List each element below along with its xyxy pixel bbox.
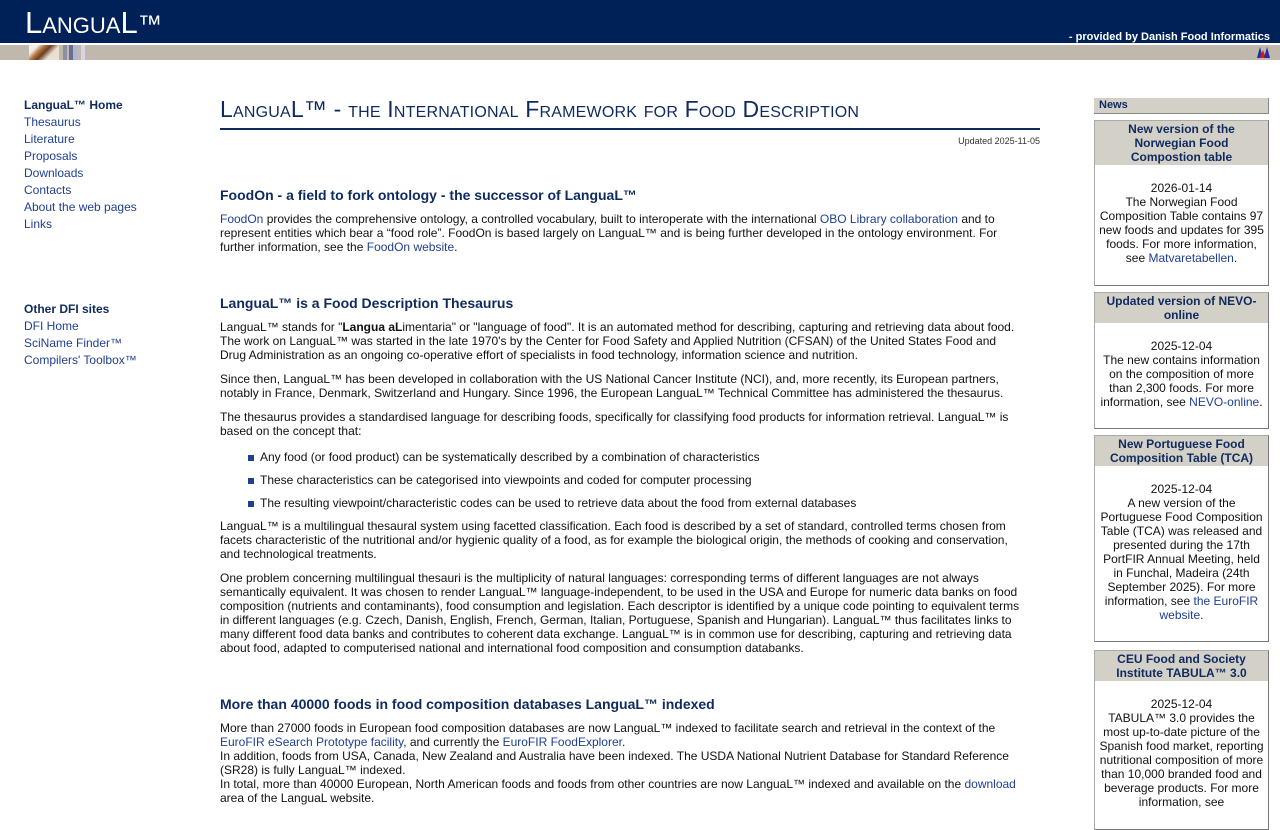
news-date: 2025-12-04 xyxy=(1150,482,1213,496)
other-sites-heading: Other DFI sites xyxy=(24,302,110,316)
text: area of the LanguaL website. xyxy=(220,791,375,805)
obo-library-link[interactable]: OBO Library collaboration xyxy=(819,212,958,226)
list-item xyxy=(248,473,1040,487)
food-photo-icon xyxy=(29,45,59,60)
text: . xyxy=(454,240,458,254)
text: The resulting viewpoint/characteristic codes can be used to retrieve data about the food from external databases xyxy=(260,496,857,510)
site-logo[interactable] xyxy=(25,4,162,42)
indexed-heading: More than 40000 foods in food composition databases LanguaL™ indexed xyxy=(220,696,715,712)
dfi-logo-icon[interactable] xyxy=(1257,47,1270,58)
news-panel xyxy=(1094,98,1269,830)
news-body xyxy=(1095,681,1268,829)
thesaurus-paragraph-5: One problem concerning multilingual thesauri is the multiplicity of natural languages: corresponding terms of different languages are not always semantically equivalent. It was chosen to render LanguaL™ language-independent, to be used in the USA and Europe for numeric data banks on food composition (nutrients and contaminants), food consumption and legislation. Each descriptor is identified by a unique code pointing to equivalent terms in different languages (e.g. Czech, Danish, English, French, German, Italian, Portuguese, Spanish and Hungarian). LanguaL™ thus facilitates links to many different food data banks and contributes to coherent data exchange. LanguaL™ is in common use for describing, capturing and retrieving data about food, adapted to computerised national and international food composition and consumption databanks. xyxy=(220,571,1020,655)
text: These characteristics can be categorised into viewpoints and coded for computer processing xyxy=(260,473,752,487)
news-header: News xyxy=(1094,98,1269,114)
nav-item-thesaurus[interactable]: Thesaurus xyxy=(24,115,81,129)
thesaurus-paragraph-4: LanguaL™ is a multilingual thesaural system using facetted classification. Each food is described by a set of standard, controlled terms chosen from facets characteristic of the nutritional and/or hygienic quality of a food, as for example the biological origin, the methods of cooking and conservation, and technological treatments. xyxy=(220,519,1008,561)
news-date: 2026-01-14 xyxy=(1150,181,1213,195)
concept-list xyxy=(248,450,1040,510)
news-title[interactable] xyxy=(1095,651,1268,681)
nav-item-compilers-toolbox[interactable]: Compilers' Toolbox™ xyxy=(24,353,137,367)
thesaurus-heading: LanguaL™ is a Food Description Thesaurus xyxy=(220,295,514,311)
news-title[interactable] xyxy=(1095,121,1268,165)
news-date: 2025-12-04 xyxy=(1150,339,1213,353)
text: . xyxy=(1200,608,1204,622)
news-body xyxy=(1095,165,1268,285)
pixel-pattern-icon xyxy=(63,45,87,60)
foodon-website-link[interactable]: FoodOn website xyxy=(366,240,455,254)
news-title[interactable] xyxy=(1095,436,1268,466)
nav-item-sciname-finder[interactable]: SciName Finder™ xyxy=(24,336,123,350)
nav-item-about[interactable]: About the web pages xyxy=(24,200,137,214)
site-header xyxy=(0,0,1280,43)
left-navigation xyxy=(24,97,204,369)
eurofir-foodexplorer-link[interactable]: EuroFIR FoodExplorer xyxy=(502,735,622,749)
text: provides the comprehensive ontology, a controlled vocabulary, built to interoperate with the international xyxy=(263,212,820,226)
text: More than 27000 foods in European food composition databases are now LanguaL™ indexed to facilitate search and retrieval in the context of the xyxy=(220,721,996,735)
thesaurus-paragraph-2: Since then, LanguaL™ has been developed in collaboration with the US National Cancer Institute (NCI), and, more recently, its European partners, notably in France, Denmark, Switzerland and Hungary. Since 1996, the European LanguaL™ Technical Committee has administered the thesaurus. xyxy=(220,372,1004,400)
bullet-square-icon xyxy=(248,455,254,461)
text: and to represent entities which bear a “food role”. FoodOn is based largely on LanguaL™ and is being further developed in the ontology environment. For further information, see the xyxy=(220,212,998,254)
text: TABULA™ 3.0 provides the most up-to-date picture of the Spanish food market, reporting nutritional composition of more than 10,000 branded food and beverage products. For more information, see xyxy=(1099,711,1264,809)
text: The Norwegian Food Composition Table contains 97 new foods and updates for 395 foods. For more information, see xyxy=(1099,195,1264,265)
header-band xyxy=(0,45,1280,60)
text: In total, more than 40000 European, North American foods and foods from other countries are now LanguaL™ indexed and available on the xyxy=(220,777,965,791)
news-card xyxy=(1094,435,1269,642)
news-title-link[interactable]: New Portuguese Food Composition Table (TCA) xyxy=(1109,437,1254,465)
news-body xyxy=(1095,466,1268,641)
foodon-link[interactable]: FoodOn xyxy=(220,212,264,226)
page-title: LanguaL™ - the International Framework for Food Description xyxy=(220,96,860,122)
news-title-link[interactable]: CEU Food and Society Institute TABULA™ 3.0 xyxy=(1116,652,1247,680)
text: A new version of the Portuguese Food Composition Table (TCA) was released and presented during the 17th PortFIR Annual Meeting, held in Funchal, Madeira (24th September 2025). For more information, see xyxy=(1100,496,1263,608)
eurofir-website-link[interactable]: the EuroFIR website xyxy=(1159,594,1259,622)
text: . xyxy=(1259,395,1263,409)
matvaretabellen-link[interactable]: Matvaretabellen xyxy=(1148,251,1234,265)
list-item xyxy=(248,450,1040,464)
news-body xyxy=(1095,323,1268,428)
foodon-heading: FoodOn - a field to fork ontology - the successor of LanguaL™ xyxy=(220,187,637,203)
text: In addition, foods from USA, Canada, New Zealand and Australia have been indexed. The USDA National Nutrient Database for Standard Reference (SR28) is fully LanguaL™ indexed. xyxy=(220,749,1009,777)
news-date: 2025-12-04 xyxy=(1150,697,1213,711)
foodon-paragraph xyxy=(220,212,1010,254)
provider-credit: - provided by Danish Food Informatics xyxy=(1068,31,1270,43)
indexed-paragraph xyxy=(220,721,1020,805)
nav-item-literature[interactable]: Literature xyxy=(24,132,75,146)
news-title[interactable] xyxy=(1095,293,1268,323)
logo-trademark: ™ xyxy=(137,11,162,38)
bullet-square-icon xyxy=(248,478,254,484)
news-title-link[interactable]: Updated version of NEVO-online xyxy=(1106,294,1257,322)
nav-item-contacts[interactable]: Contacts xyxy=(24,183,72,197)
text: imentaria" or "language of food". It is an automated method for describing, capturing and retrieving data about food. The work on LanguaL™ was started in the late 1970's by the Center for Food Safety and Applied Nutrition (CFSAN) of the United States Food and Drug Administration as an ongoing co-operative effort of specialists in food technology, information science and nutrition. xyxy=(220,320,1015,362)
nav-item-links[interactable]: Links xyxy=(24,217,53,231)
bullet-square-icon xyxy=(248,501,254,507)
main-content xyxy=(220,93,1040,805)
nav-spacer xyxy=(24,233,204,301)
bold-text: Langua aL xyxy=(342,320,403,334)
logo-text: LanguaL xyxy=(25,5,138,40)
text: The new contains information on the composition of more than 2,300 foods. For more information, see xyxy=(1100,353,1260,409)
thesaurus-paragraph-3: The thesaurus provides a standardised language for describing foods, specifically for classifying food products for information retrieval. LanguaL™ is based on the concept that: xyxy=(220,410,1009,438)
text: Any food (or food product) can be systematically described by a combination of characteristics xyxy=(260,450,760,464)
eurofir-esearch-link[interactable]: EuroFIR eSearch Prototype facility xyxy=(220,735,404,749)
download-link[interactable]: download xyxy=(964,777,1016,791)
title-divider xyxy=(220,128,1040,130)
text: , and currently the xyxy=(403,735,503,749)
thesaurus-paragraph-1 xyxy=(220,320,1020,362)
text: . xyxy=(1233,251,1238,265)
text: . xyxy=(621,735,626,749)
nav-item-proposals[interactable]: Proposals xyxy=(24,149,78,163)
nav-item-langual-home[interactable]: LanguaL™ Home xyxy=(24,98,123,112)
nav-item-dfi-home[interactable]: DFI Home xyxy=(24,319,79,333)
nav-item-downloads[interactable]: Downloads xyxy=(24,166,84,180)
nevo-online-link[interactable]: NEVO-online xyxy=(1189,395,1260,409)
updated-date: Updated 2025-11-05 xyxy=(958,136,1040,146)
news-card xyxy=(1094,292,1269,429)
news-card xyxy=(1094,120,1269,286)
news-card xyxy=(1094,650,1269,830)
text: LanguaL™ stands for " xyxy=(220,320,343,334)
list-item xyxy=(248,496,1040,510)
news-title-link[interactable]: New version of the Norwegian Food Compostion table xyxy=(1128,122,1235,164)
